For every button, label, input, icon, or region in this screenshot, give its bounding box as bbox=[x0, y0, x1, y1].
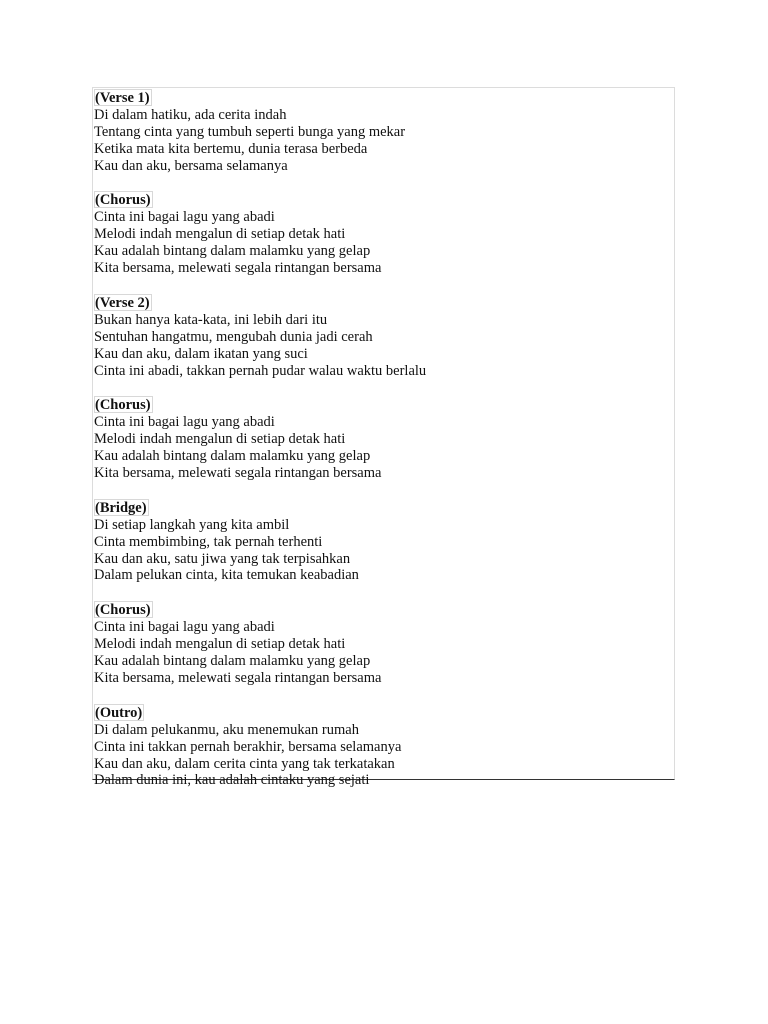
lyric-line: Ketika mata kita bertemu, dunia terasa berbeda bbox=[94, 140, 368, 157]
lyrics-section-verse-1 bbox=[94, 89, 674, 175]
lyric-line: Melodi indah mengalun di setiap detak hati bbox=[94, 431, 346, 448]
lyric-line: Cinta ini bagai lagu yang abadi bbox=[94, 209, 275, 226]
lyric-line: Di dalam hatiku, ada cerita indah bbox=[94, 107, 287, 123]
lyric-line: Kau adalah bintang dalam malamku yang gelap bbox=[94, 448, 371, 465]
section-heading: (Verse 2) bbox=[95, 294, 150, 311]
section-heading: (Bridge) bbox=[95, 499, 147, 516]
lyrics-section-chorus-2 bbox=[94, 396, 674, 482]
lyrics-document bbox=[92, 87, 675, 789]
lyric-line: Cinta ini bagai lagu yang abadi bbox=[94, 619, 275, 636]
lyric-line: Tentang cinta yang tumbuh seperti bunga yang mekar bbox=[94, 123, 406, 140]
lyrics-section-outro bbox=[94, 704, 674, 790]
lyric-line: Dalam pelukan cinta, kita temukan keabadian bbox=[94, 567, 359, 584]
lyric-line: Cinta ini takkan pernah berakhir, bersama selamanya bbox=[94, 738, 402, 755]
section-heading: (Chorus) bbox=[95, 602, 151, 619]
lyrics-section-bridge bbox=[94, 499, 674, 585]
lyric-line: Melodi indah mengalun di setiap detak hati bbox=[94, 636, 346, 653]
lyric-line: Kau dan aku, dalam ikatan yang suci bbox=[94, 345, 308, 362]
lyrics-section-verse-2 bbox=[94, 294, 674, 380]
lyric-line: Cinta ini abadi, takkan pernah pudar walau waktu berlalu bbox=[94, 362, 427, 379]
lyric-line: Kau dan aku, bersama selamanya bbox=[94, 157, 288, 174]
lyric-line: Melodi indah mengalun di setiap detak hati bbox=[94, 226, 346, 243]
lyric-line: Kau adalah bintang dalam malamku yang gelap bbox=[94, 243, 371, 260]
section-heading: (Chorus) bbox=[95, 397, 151, 414]
section-heading: (Verse 1) bbox=[95, 90, 150, 106]
section-heading: (Chorus) bbox=[95, 192, 151, 209]
section-heading: (Outro) bbox=[95, 704, 143, 721]
lyrics-section-chorus-3 bbox=[94, 601, 674, 687]
lyrics-section-chorus-1 bbox=[94, 191, 674, 277]
lyric-line: Kau dan aku, dalam cerita cinta yang tak terkatakan bbox=[94, 755, 395, 772]
lyric-line: Kau adalah bintang dalam malamku yang gelap bbox=[94, 653, 371, 670]
lyric-line: Cinta membimbing, tak pernah terhenti bbox=[94, 533, 323, 550]
lyric-line: Cinta ini bagai lagu yang abadi bbox=[94, 414, 275, 431]
lyric-line: Dalam dunia ini, kau adalah cintaku yang sejati bbox=[94, 772, 370, 789]
lyric-line: Kita bersama, melewati segala rintangan bersama bbox=[94, 260, 382, 277]
lyric-line: Kau dan aku, satu jiwa yang tak terpisahkan bbox=[94, 550, 351, 567]
lyric-line: Kita bersama, melewati segala rintangan bersama bbox=[94, 465, 382, 482]
lyric-line: Di dalam pelukanmu, aku menemukan rumah bbox=[94, 721, 359, 738]
lyric-line: Sentuhan hangatmu, mengubah dunia jadi cerah bbox=[94, 328, 373, 345]
lyric-line: Kita bersama, melewati segala rintangan bersama bbox=[94, 669, 382, 686]
lyric-line: Bukan hanya kata-kata, ini lebih dari itu bbox=[94, 311, 328, 328]
lyric-line: Di setiap langkah yang kita ambil bbox=[94, 516, 290, 533]
